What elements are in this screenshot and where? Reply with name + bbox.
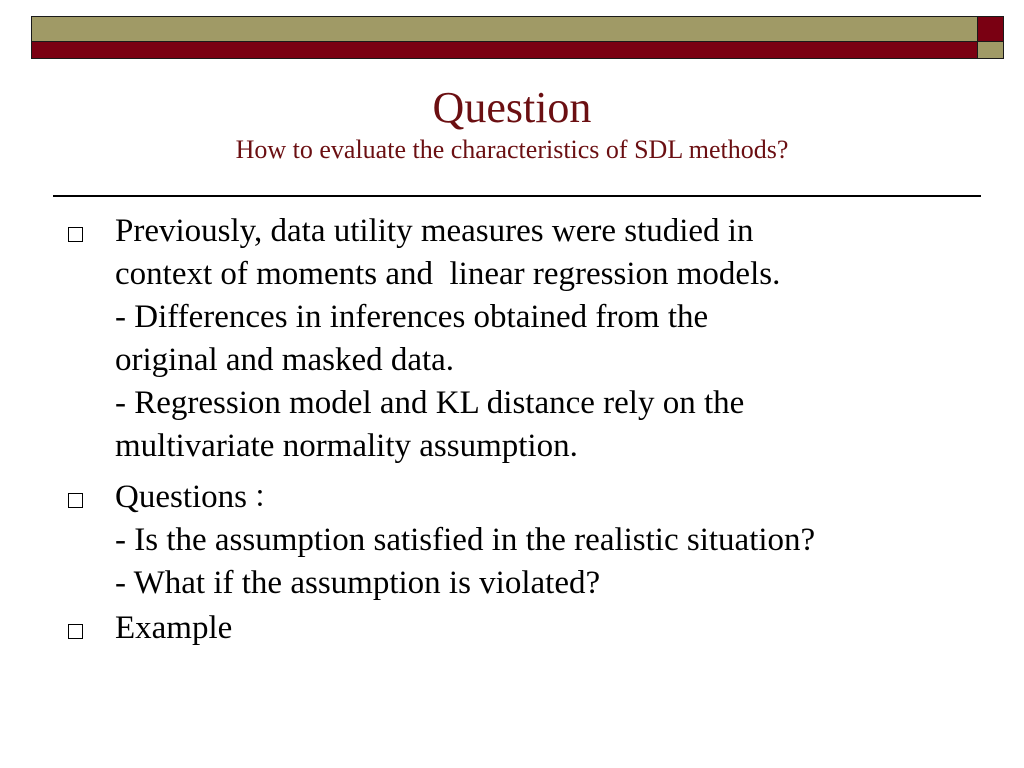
bullet-line: context of moments and linear regression models.: [115, 256, 781, 292]
bullet-item: [68, 607, 988, 650]
bullet-line: - Differences in inferences obtained from the: [115, 299, 709, 335]
bullet-line: multivariate normality assumption.: [115, 428, 578, 464]
slide-title: Question: [432, 83, 592, 132]
bullet-line: - Regression model and KL distance rely on the: [115, 385, 745, 421]
slide-subtitle: How to evaluate the characteristics of SDL methods?: [235, 135, 789, 164]
bullet-line: Example: [115, 610, 233, 646]
header-square-olive: [977, 41, 1004, 59]
slide-title-block: [0, 82, 1024, 166]
square-bullet-icon: [68, 227, 83, 242]
bullet-item: [68, 476, 988, 605]
bullet-list: [68, 210, 988, 650]
bullet-item: [68, 210, 988, 468]
bullet-heading-line: [115, 476, 988, 519]
bullet-heading: Questions: [115, 479, 247, 515]
square-bullet-icon: [68, 624, 83, 639]
bullet-line: - Is the assumption satisfied in the realistic situation?: [115, 522, 816, 558]
header-bar-red: [31, 41, 978, 59]
bullet-line: Previously, data utility measures were studied in: [115, 213, 754, 249]
header-square-red: [977, 16, 1004, 42]
bullet-line: original and masked data.: [115, 342, 455, 378]
square-bullet-icon: [68, 493, 83, 508]
title-divider: [53, 195, 981, 197]
header-bar-olive: [31, 16, 978, 42]
bullet-line: - What if the assumption is violated?: [115, 565, 601, 601]
bullet-heading-colon: ：: [253, 481, 283, 514]
